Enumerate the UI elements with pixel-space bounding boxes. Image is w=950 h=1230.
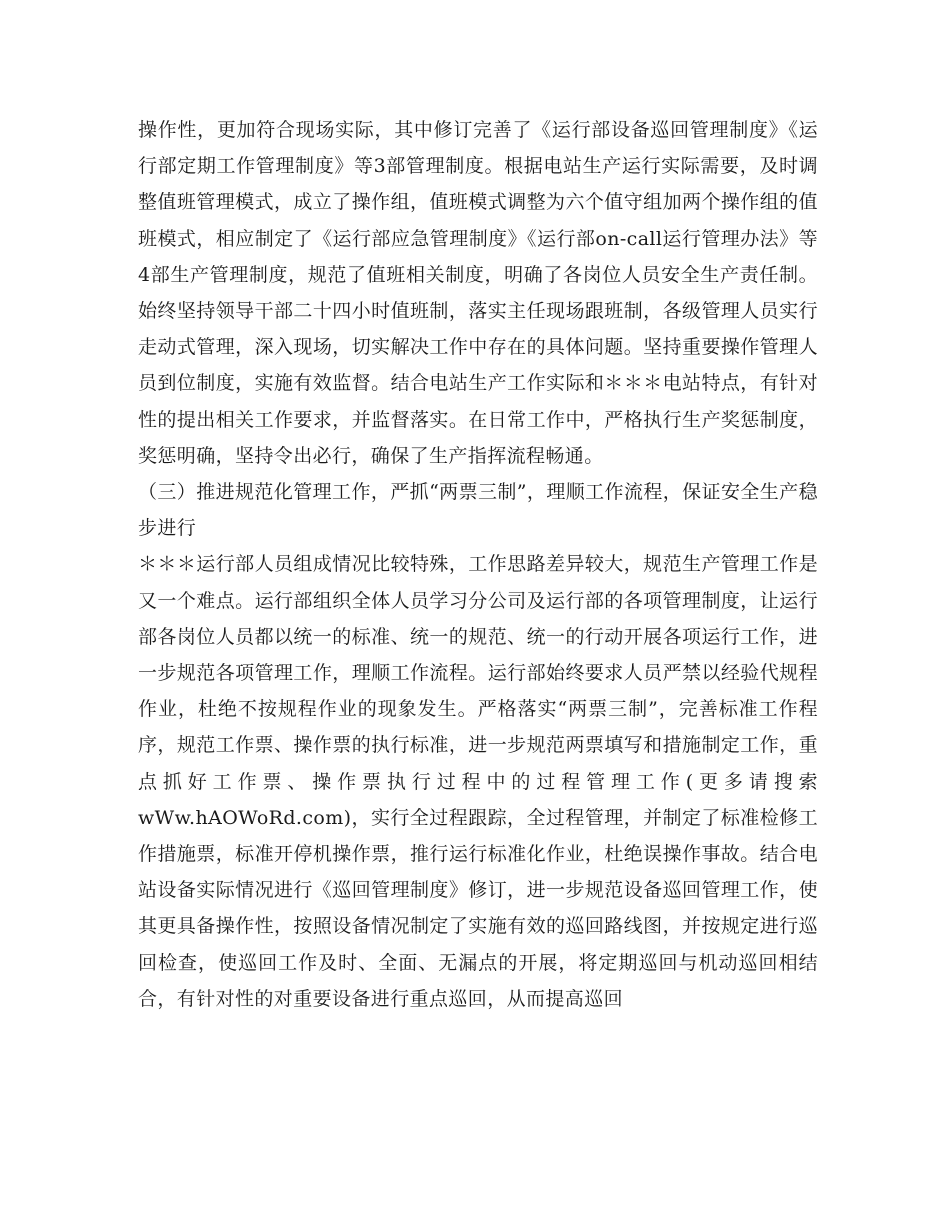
paragraph-standardization: ＊＊＊运行部人员组成情况比较特殊，工作思路差异较大，规范生产管理工作是又一个难点。运行部组织全体人员学习分公司及运行部的各项管理制度，让运行部各岗位人员都以统一的标准、统一的规范、统一的行动开展各项运行工作，进一步规范各项管理工作，理顺工作流程。运行部始终要求人员严禁以经验代规程作业，杜绝不按规程作业的现象发生。严格落实“两票三制”，完善标准工作程序，规范工作票、操作票的执行标准，进一步规范两票填写和措施制定工作，重点抓好工作票、操作票执行过程中的过程管理工作(更多请搜索wWw.hAOWoRd.com)，实行全过程跟踪，全过程管理，并制定了标准检修工作措施票，标准开停机操作票，推行运行标准化作业，杜绝误操作事故。结合电站设备实际情况进行《巡回管理制度》修订，进一步规范设备巡回管理工作，使其更具备操作性，按照设备情况制定了实施有效的巡回路线图，并按规定进行巡回检查，使巡回工作及时、全面、无漏点的开展，将定期巡回与机动巡回相结合，有针对性的对重要设备进行重点巡回，从而提高巡回 (138, 553, 818, 1010)
document-body (138, 112, 818, 1017)
paragraph-regulations: 操作性，更加符合现场实际，其中修订完善了《运行部设备巡回管理制度》《运行部定期工作管理制度》等3部管理制度。根据电站生产运行实际需要，及时调整值班管理模式，成立了操作组，值班模式调整为六个值守组加两个操作组的值班模式，相应制定了《运行部应急管理制度》《运行部on-call运行管理办法》等4部生产管理制度，规范了值班相关制度，明确了各岗位人员安全生产责任制。始终坚持领导干部二十四小时值班制，落实主任现场跟班制，各级管理人员实行走动式管理，深入现场，切实解决工作中存在的具体问题。坚持重要操作管理人员到位制度，实施有效监督。结合电站生产工作实际和＊＊＊电站特点，有针对性的提出相关工作要求，并监督落实。在日常工作中，严格执行生产奖惩制度，奖惩明确，坚持令出必行，确保了生产指挥流程畅通。 (138, 119, 818, 467)
section-heading-3: （三）推进规范化管理工作，严抓“两票三制”，理顺工作流程，保证安全生产稳步进行 (138, 481, 818, 540)
